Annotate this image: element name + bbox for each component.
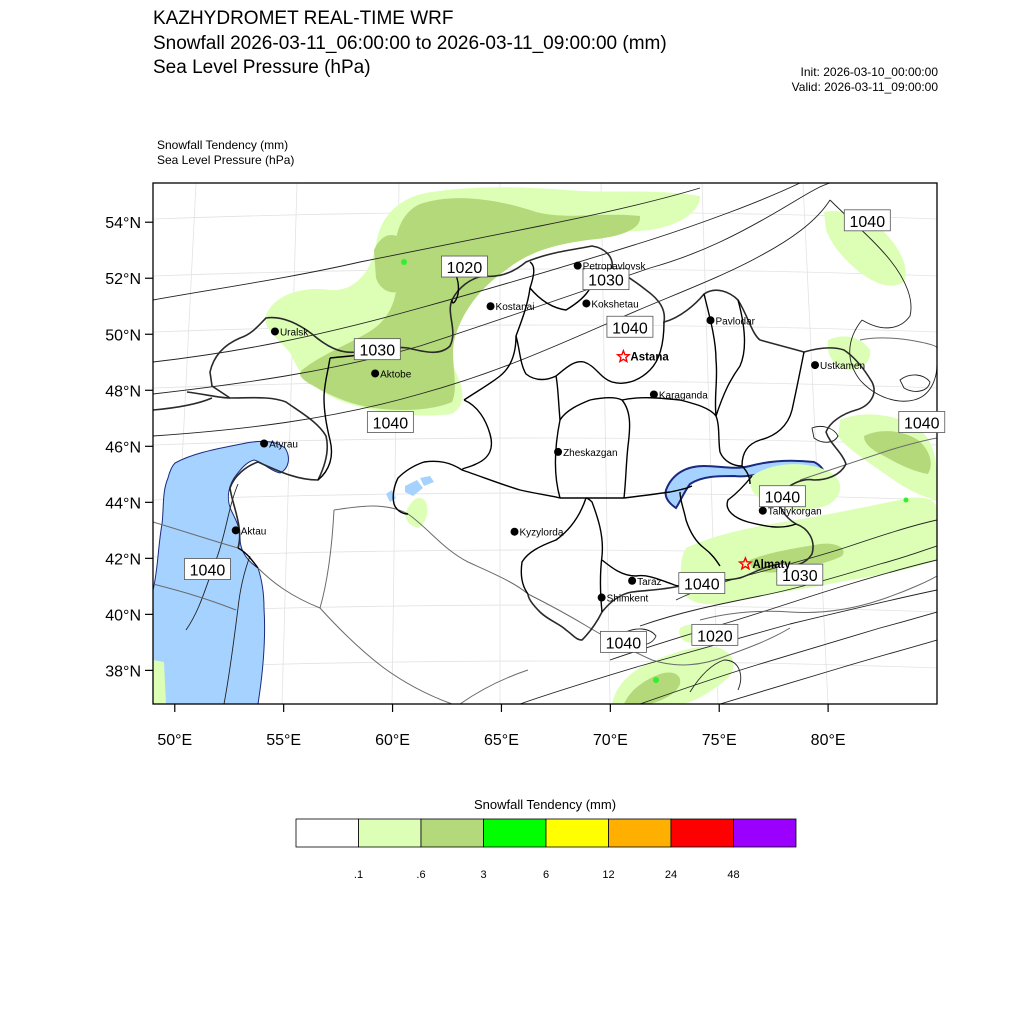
city-label: Taraz [637, 576, 662, 588]
city-dot [598, 594, 606, 602]
field-label-pressure: Sea Level Pressure (hPa) [157, 153, 295, 167]
city-label: Karaganda [658, 390, 708, 402]
isobar-label: 1040 [372, 415, 409, 433]
lat-tick-label: 38°N [105, 663, 141, 681]
city-label: Taldykorgan [767, 506, 822, 518]
colorbar-label: 3 [480, 869, 487, 881]
colorbar-swatch [359, 819, 422, 847]
city-dot [232, 526, 240, 534]
city-dot [574, 262, 582, 270]
city-label: Kyzylorda [519, 527, 564, 539]
colorbar-swatch [734, 819, 797, 847]
isobar-label: 1040 [612, 320, 648, 338]
colorbar-swatch [546, 819, 609, 847]
city-dot [371, 369, 379, 377]
city-label: Uralsk [279, 327, 309, 339]
city-dot [759, 507, 767, 515]
colorbar-label: 48 [727, 869, 740, 881]
lat-tick-label: 48°N [105, 383, 141, 401]
colorbar-swatch [421, 819, 484, 847]
city-label: Kostanai [495, 302, 535, 314]
lon-tick-label: 80°E [810, 732, 846, 749]
city-label: Zheskazgan [563, 447, 618, 459]
colorbar-swatch [609, 819, 672, 847]
colorbar-label: 6 [542, 869, 550, 881]
init-time: Init: 2026-03-10_00:00:00 [800, 65, 938, 79]
lat-tick-label: 54°N [105, 215, 141, 233]
city-dot [811, 361, 819, 369]
lon-tick-label: 55°E [266, 732, 302, 749]
chart-subtitle: Snowfall 2026-03-11_06:00:00 to 2026-03-11_09:00:00 (mm) [153, 33, 667, 54]
colorbar-label: .1 [353, 869, 364, 881]
lat-tick-label: 42°N [105, 551, 141, 569]
isobar-label: 1030 [588, 272, 624, 290]
valid-time: Valid: 2026-03-11_09:00:00 [791, 80, 938, 94]
isobar-label: 1040 [903, 415, 940, 433]
isobar-label: 1030 [359, 342, 396, 360]
colorbar-title: Snowfall Tendency (mm) [473, 797, 617, 812]
lat-tick-label: 44°N [105, 495, 141, 513]
lat-tick-label: 50°N [105, 327, 141, 345]
colorbar-label: 24 [664, 869, 678, 881]
colorbar [296, 819, 796, 881]
city-dot [650, 390, 658, 398]
colorbar-swatch [296, 819, 359, 847]
lon-tick-label: 75°E [701, 732, 737, 749]
city-dot [707, 316, 715, 324]
lat-tick-label: 46°N [105, 439, 141, 457]
field-label-snowfall: Snowfall Tendency (mm) [157, 138, 289, 152]
lon-tick-label: 60°E [375, 732, 410, 749]
chart-subtitle-2: Sea Level Pressure (hPa) [153, 57, 371, 78]
isobar-label: 1040 [849, 213, 886, 231]
lat-tick-label: 52°N [105, 271, 141, 289]
city-dot [582, 299, 590, 307]
city-dot [271, 327, 279, 335]
city-label: Almaty [752, 558, 791, 571]
city-label: Shimkent [606, 593, 649, 605]
lat-tick-label: 40°N [105, 607, 141, 625]
city-label: Astana [630, 351, 669, 364]
city-dot [487, 302, 495, 310]
isobar-label: 1020 [697, 628, 733, 646]
isobar-label: 1030 [782, 568, 818, 586]
city-label: Aktau [240, 526, 267, 538]
lon-tick-label: 50°E [157, 732, 193, 749]
city-label: Atyrau [269, 439, 298, 451]
city-dot [511, 528, 519, 536]
colorbar-swatch [484, 819, 547, 847]
city-label: Ustkamen [820, 361, 866, 373]
city-dot [628, 577, 636, 585]
isobar-label: 1040 [764, 489, 801, 507]
lon-tick-label: 70°E [592, 732, 628, 749]
chart-title: KAZHYDROMET REAL-TIME WRF [153, 8, 454, 29]
colorbar-label: .6 [416, 869, 426, 881]
colorbar-swatch [671, 819, 734, 847]
city-label: Aktobe [380, 369, 412, 381]
city-label: Pavlodar [715, 316, 755, 328]
isobar-label: 1020 [446, 260, 483, 278]
city-dot [260, 440, 268, 448]
isobar-label: 1040 [189, 562, 226, 580]
city-dot [554, 448, 562, 456]
isobar-label: 1040 [605, 635, 642, 653]
city-label: Petropavlovsk [582, 261, 646, 273]
lon-tick-label: 65°E [484, 732, 519, 749]
isobar-label: 1040 [684, 576, 720, 594]
city-label: Kokshetau [591, 299, 639, 311]
colorbar-label: 12 [602, 869, 615, 881]
